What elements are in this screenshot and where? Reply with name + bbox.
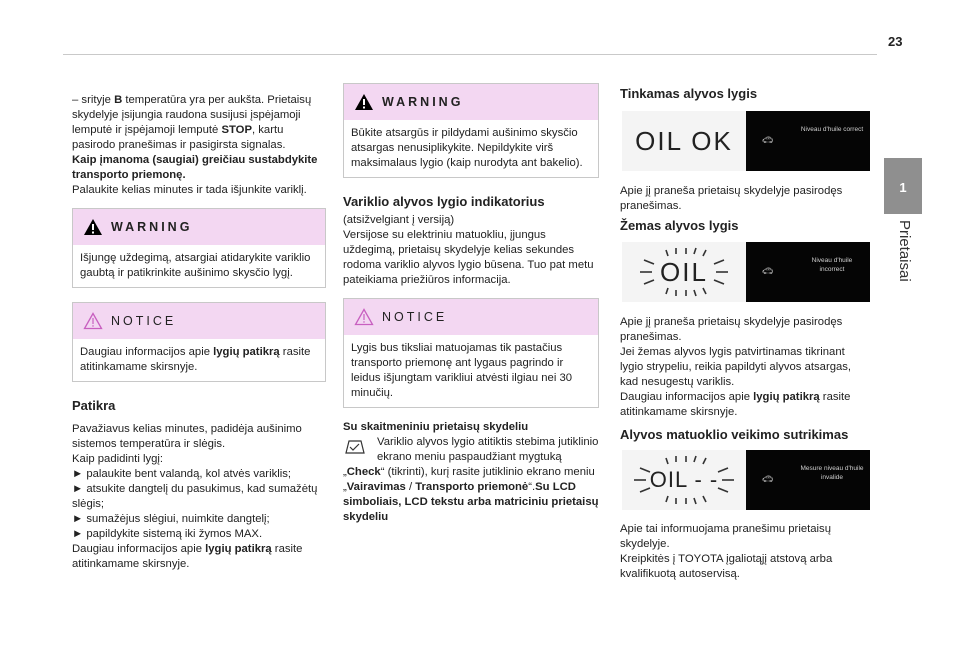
screen-paragraph (343, 435, 599, 525)
notice-text-a: Daugiau informacijos apie (80, 346, 214, 358)
warning-header-2 (344, 84, 598, 120)
oil-low-screen (746, 242, 870, 302)
oil-low-text3 (620, 390, 866, 420)
oil-ok-msg: Niveau d'huile correct (800, 126, 864, 133)
bullet-3: ► sumažėjus slėgiui, nuimkite dangtelį; (72, 513, 270, 525)
notice-text-b: rasite atitinkamame skirsnyje. (80, 346, 311, 373)
intro-text-a: – srityje (72, 94, 115, 106)
oil-indicator-sub: (atsižvelgiant į versiją) (343, 214, 455, 226)
bullet-2: ► atsukite dangtelį du pasukimus, kad sumažėtų slėgis; (72, 483, 318, 510)
patikra-end-bold: lygių patikrą (205, 543, 272, 555)
screen-check: Check (346, 466, 381, 478)
patikra-end-a: Daugiau informacijos apie (72, 543, 206, 555)
oil-low-display-text: OIL (660, 256, 708, 287)
oil-ok-display-text: OIL OK (635, 125, 733, 156)
screen-menu: Vairavimas (346, 481, 406, 493)
patikra-p1: Pavažiavus kelias minutes, padidėja aušinimo sistemos temperatūra ir slėgis. (72, 423, 302, 450)
bullet-4: ► papildykite sistemą iki žymos MAX. (72, 528, 263, 540)
oil-fail-text-block (620, 522, 866, 582)
patikra-heading: Patikra (72, 398, 116, 413)
top-rule (63, 54, 877, 55)
warning-label-2: WARNING (382, 94, 464, 109)
oil-ok-screen (746, 111, 870, 171)
patikra-end (72, 542, 326, 572)
chapter-number: 1 (899, 180, 907, 195)
chapter-label: Prietaisai (896, 220, 913, 282)
warning-triangle-icon (354, 93, 374, 111)
bullet-1: ► palaukite bent valandą, kol atvės variklis; (72, 468, 292, 480)
chapter-label-wrap (893, 220, 915, 300)
warning-text: Išjungę uždegimą, atsargiai atidarykite variklio gaubtą ir patikrinkite aušinimo skysčio lygį. (80, 252, 311, 279)
oil-low-text3a: Daugiau informacijos apie (620, 391, 754, 403)
intro-paragraph (72, 93, 326, 153)
oil-fail-display-text: OIL - - (649, 467, 719, 492)
oil-low-text3b: lygių patikrą (753, 391, 820, 403)
patikra-p2: Kaip padidinti lygį: (72, 453, 164, 465)
notice-label-2: NOTICE (382, 309, 448, 324)
oil-fail-panel (622, 450, 870, 510)
oil-ok-panel (622, 111, 870, 171)
warning-label: WARNING (111, 219, 193, 234)
notice-label: NOTICE (111, 313, 177, 328)
oil-low-display (622, 242, 746, 302)
screen-text-a: Variklio alyvos lygio atitiktis stebima jutiklinio ekrano meniu paspaudžiant mygtuką „ (343, 436, 599, 478)
notice-header-2 (344, 299, 598, 335)
intro-text-c: , kartu pasirodo pranešimas ir pasigirsta signalas. (72, 124, 286, 151)
oil-low-text-block (620, 315, 866, 420)
intro-stop: STOP (221, 124, 252, 136)
patikra-end-b: rasite atitinkamame skirsnyje. (72, 543, 303, 570)
oil-low-text3c: rasite atitinkamame skirsnyje. (620, 391, 851, 418)
screen-heading: Su skaitmeniniu prietaisų skydeliu (343, 421, 529, 433)
column-3 (620, 86, 876, 101)
oil-fail-heading: Alyvos matuoklio veikimo sutrikimas (620, 427, 849, 442)
oil-fail-heading-wrap (620, 427, 876, 442)
intro-text-b: temperatūra yra per aukšta. Prietaisų skydelyje įsijungia raudona susijusi įspėjamoji lemputė ir įspėjamoji lemputė (72, 94, 312, 136)
notice-triangle-icon (354, 308, 374, 326)
page-number: 23 (888, 34, 903, 49)
column-2 (343, 83, 599, 525)
oil-low-heading-wrap (620, 218, 876, 233)
stop-heading: Kaip įmanoma (saugiai) greičiau sustabdykite transporto priemonę. (72, 154, 318, 181)
intro-b: B (114, 94, 123, 106)
touchscreen-icon (343, 438, 367, 456)
oil-fail-text1: Apie tai informuojama pranešimu prietaisų skydelyje. (620, 523, 831, 550)
oil-indicator-text: Versijose su elektriniu matuokliu, įjungus uždegimą, prietaisų skydelyje kelias sekundes rodoma variklio alyvos lygio būsena. Tuo pat metu pateikiama priežiūros informacija. (343, 229, 594, 286)
oil-fail-display (622, 450, 746, 510)
warning-triangle-icon (83, 218, 103, 236)
oil-low-heading: Žemas alyvos lygis (620, 218, 739, 233)
oil-fail-msg: Mesure niveau d'huile invalide (800, 465, 864, 481)
notice-text-2: Lygis bus tiksliai matuojamas tik pastačius transporto priemonę ant lygaus pagrindo ir leidus išjungtam varikliui atvėsti ilgiau nei 30 minučių. (351, 342, 573, 399)
screen-text-c: “. (528, 481, 536, 493)
warning-box (72, 208, 326, 288)
oil-low-msg: Niveau d'huile incorrect (811, 257, 853, 273)
car-icon: 🚗︎ (762, 474, 774, 484)
oil-fail-screen (746, 450, 870, 510)
chapter-tab (884, 158, 922, 214)
oil-ok-heading: Tinkamas alyvos lygis (620, 86, 758, 101)
warning-header (73, 209, 325, 245)
notice-text (73, 339, 325, 381)
oil-fail-text2: Kreipkitės į TOYOTA įgaliotąjį atstovą arba kvalifikuotą autoservisą. (620, 553, 833, 580)
column-1 (72, 93, 326, 572)
notice-bold: lygių patikrą (213, 346, 280, 358)
stop-text: Palaukite kelias minutes ir tada išjunkite variklį. (72, 184, 307, 196)
notice-box (72, 302, 326, 382)
warning-box-2 (343, 83, 599, 178)
oil-low-text2: Jei žemas alyvos lygis patvirtinamas tikrinant lygio strypeliu, reikia papildyti alyvos atsargas, kad nesugestų variklis. (620, 346, 852, 388)
screen-menu2: Transporto priemonė (415, 481, 529, 493)
screen-text-b: “ (tikrinti), kurį rasite jutiklinio ekrano meniu „ (343, 466, 595, 493)
notice-box-2 (343, 298, 599, 408)
oil-indicator-heading: Variklio alyvos lygio indikatorius (343, 194, 545, 209)
screen-bold-end: Su LCD simboliais, LCD tekstu arba matriciniu prietaisų skydeliu (343, 481, 599, 523)
oil-low-panel (622, 242, 870, 302)
notice-triangle-icon (83, 312, 103, 330)
warning-text-2: Būkite atsargūs ir pildydami aušinimo skysčio atsargas nenusiplikykite. Nepildykite virš maksimalaus lygio (kaip nurodyta ant bakelio). (351, 127, 583, 169)
oil-ok-text: Apie jį praneša prietaisų skydelyje pasirodęs pranešimas. (620, 185, 843, 212)
car-icon: 🚗︎ (762, 135, 774, 145)
notice-header (73, 303, 325, 339)
oil-ok-display (622, 111, 746, 171)
screen-slash: / (405, 481, 416, 493)
car-icon: 🚗︎ (762, 266, 774, 276)
oil-low-text1: Apie jį praneša prietaisų skydelyje pasirodęs pranešimas. (620, 316, 843, 343)
